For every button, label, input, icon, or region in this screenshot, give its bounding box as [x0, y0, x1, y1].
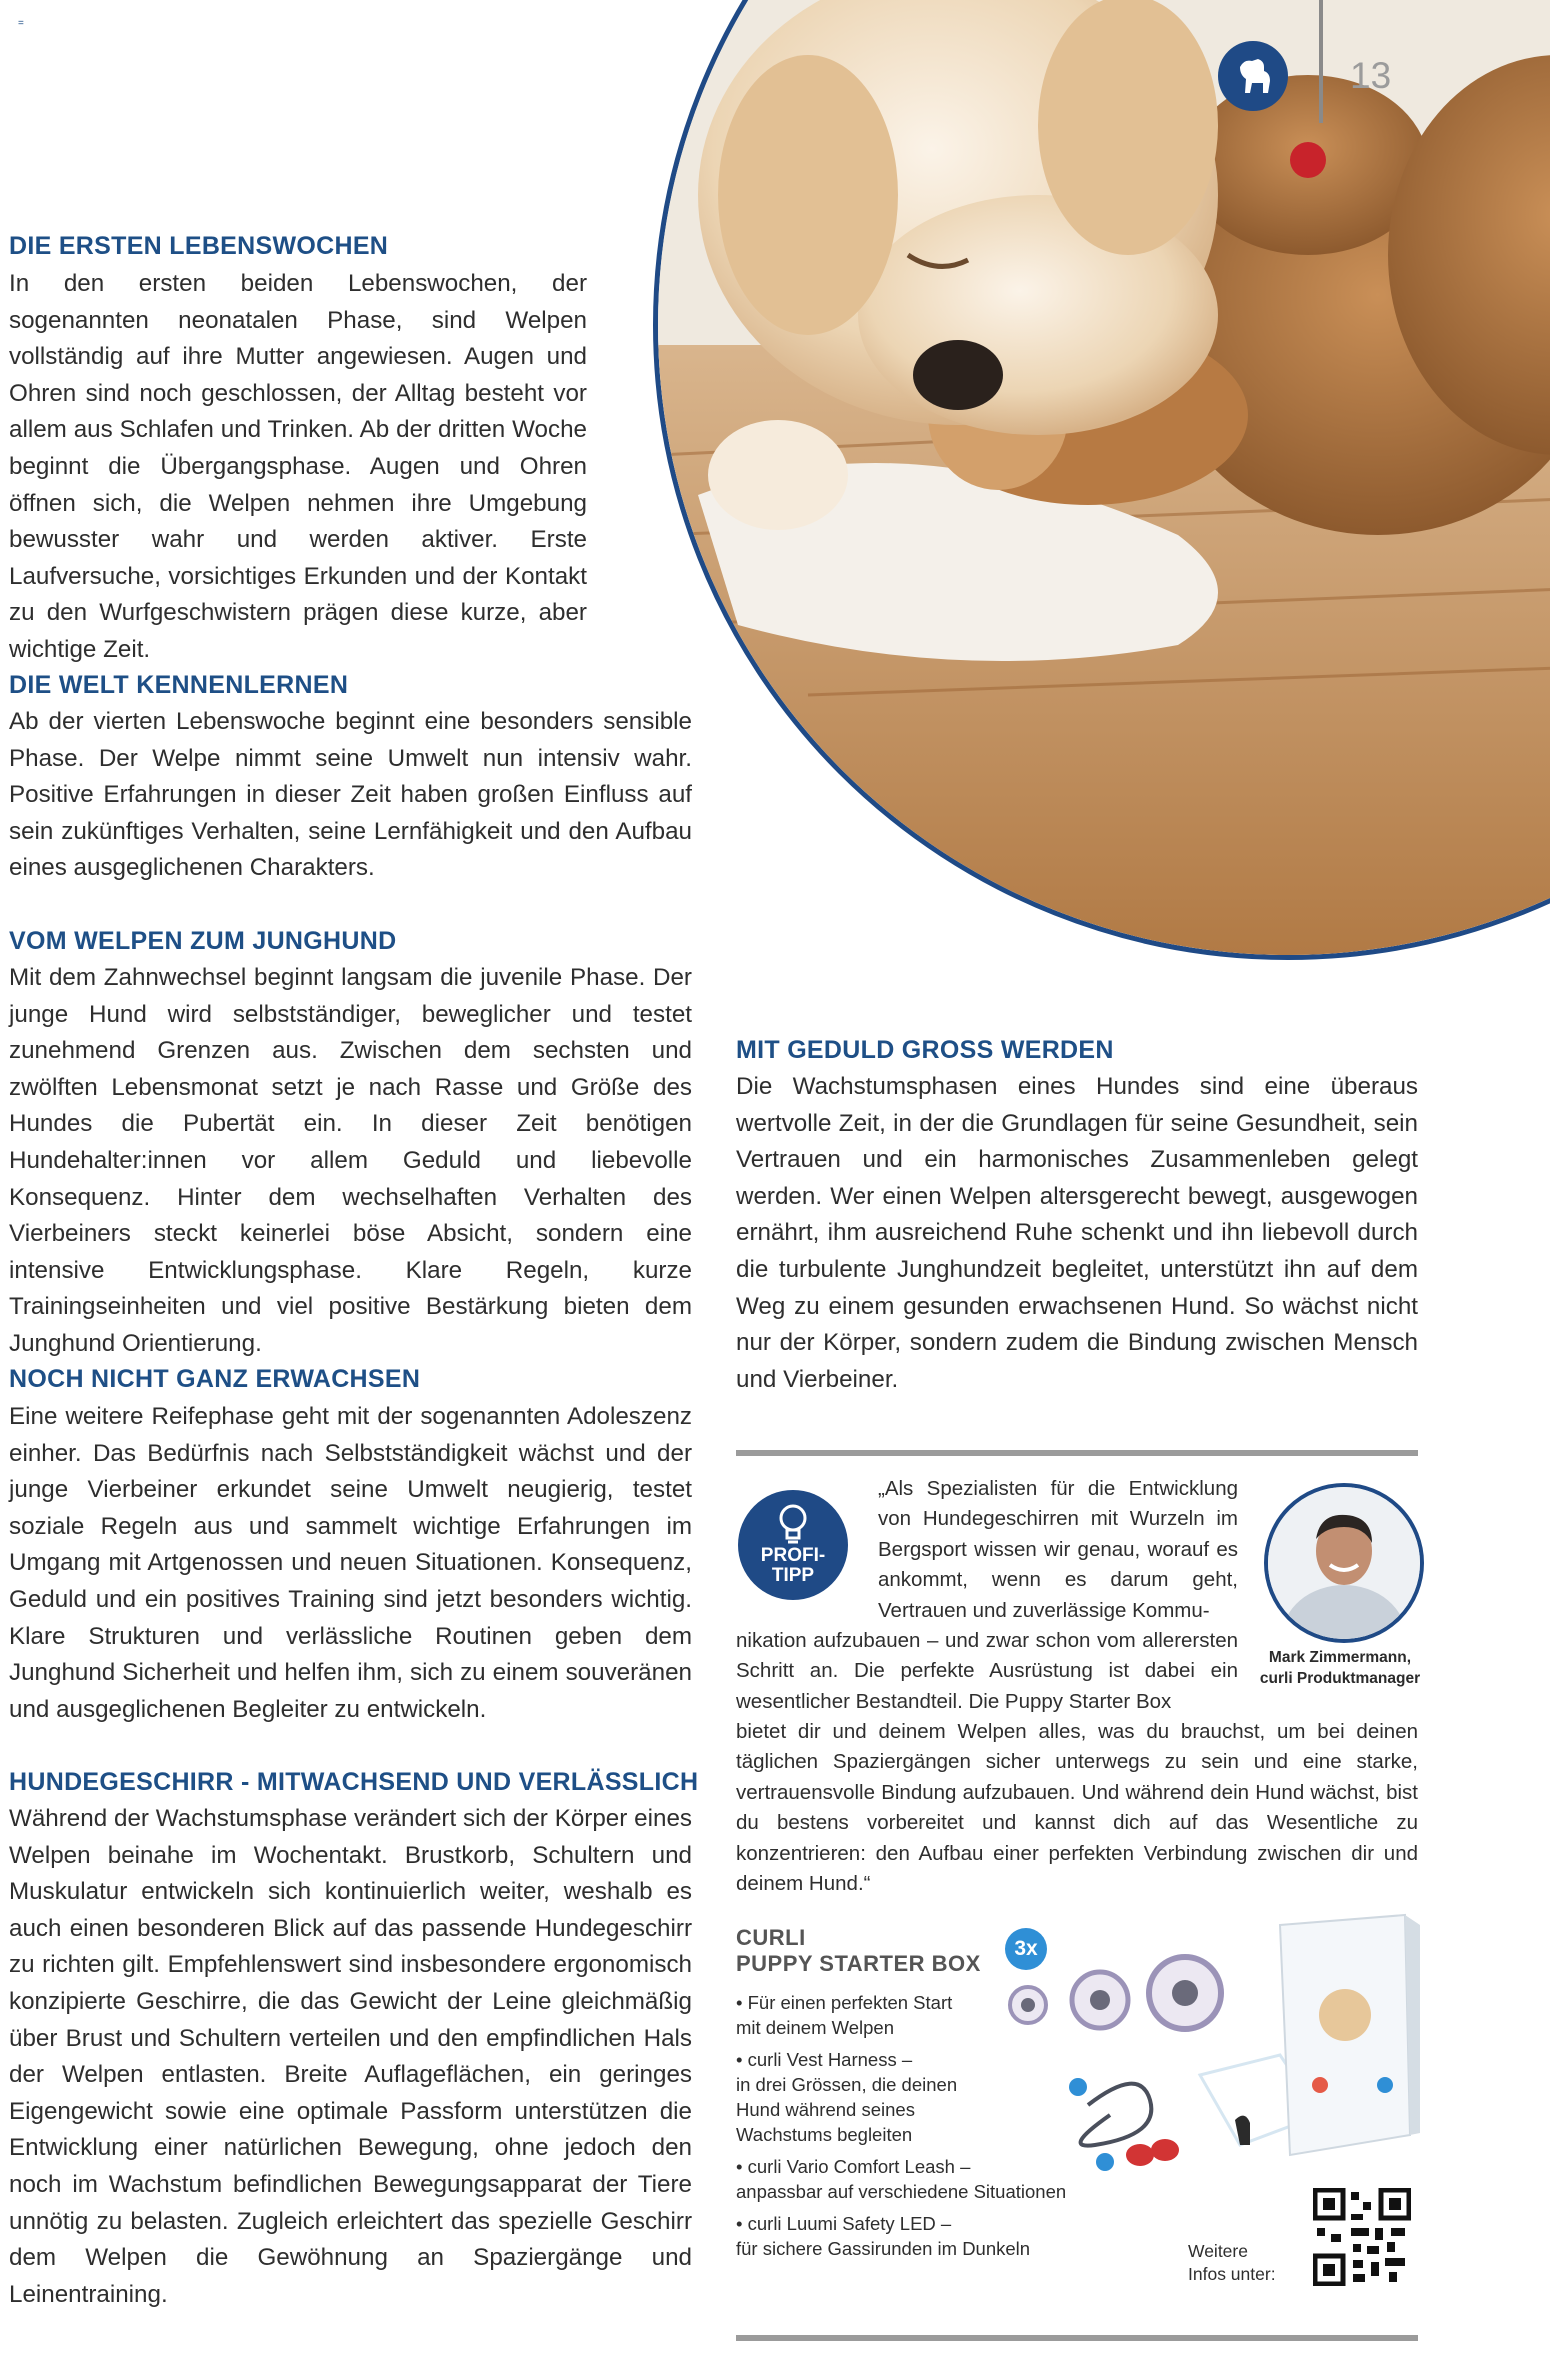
feature-item-led: • curli Luumi Safety LED – für sichere Gassirunden im Dunkeln [736, 2213, 1031, 2259]
starter-box-illustration [1000, 1905, 1420, 2235]
section-text-adolescence: Eine weitere Reifephase geht mit der sogenannten Adoleszenz einher. Das Bedürfnis nach Selbstständigkeit wächst und der junge Vierbeiner erkundet seine Umwelt neugierig, testet soziale Regeln aus und sammelt wichtige Erfahrungen im Umgang mit Artgenossen und neuen Situationen. Konsequenz, Geduld und ein positives Training sind jetzt besonders wichtig. Klare Strukturen und verlässliche Routinen geben dem Junghund Sicherheit und helfen ihm, sich zu einem souveränen und ausgeglichenen Begleiter zu entwickeln. [9, 1403, 692, 1723]
harness-medium-icon [1072, 1972, 1128, 2028]
author-name: Mark Zimmermann, [1268, 1649, 1412, 1666]
product-title [736, 1925, 981, 1977]
section-text-growing-up-patiently: Die Wachstumsphasen eines Hundes sind eine überaus wertvolle Zeit, in der die Grundlagen für seine Gesundheit, sein Vertrauen und ein harmonisches Zusammenleben gelegt werden. Wer einen Welpen altersgerecht bewegt, ausgewogen ernährt, ihm ausreichend Ruhe schenkt und ihn liebevoll durch die turbulente Junghundzeit begleitet, unterstützt ihn auf dem Weg zu einem gesunden erwachsenen Hund. So wächst nicht nur der Körper, sondern zudem die Bindung zwischen Mensch und Vierbeiner. [736, 1073, 1418, 1393]
section-text-harness: Während der Wachstumsphase verändert sich der Körper eines Welpen beinahe im Wochentakt. Brustkorb, Schultern und Muskulatur entwickeln sich kontinuierlich weiter, weshalb es auch einen besonderen Blick auf das passende Hundegeschirr zu richten gilt. Empfehlenswert sind insbesondere ergonomisch konzipierte Geschirre, die das Gewicht der Leine gleichmäßig über Brust und Schultern verteilen und den empfindlichen Hals der Welpen entlasten. Breite Auflageflächen, ein geringes Eigengewicht sowie eine optimale Passform unterstützen die Entwicklung einer natürlichen Bewegung, ohne jedoch den noch im Wachstum befindlichen Bewegungsapparat der Tiere unnötig zu belasten. Zugleich erleichtert das spezielle Geschirr dem Welpen die Gewöhnung an Spaziergänge und Leinentraining. [9, 1805, 692, 2308]
harness-large-icon [1149, 1957, 1221, 2029]
section-heading-first-weeks: DIE ERSTEN LEBENSWOCHEN [9, 232, 389, 260]
page-number: 13 [1350, 55, 1392, 96]
product-title-name: PUPPY STARTER BOX [736, 1951, 981, 1976]
lightbulb-icon [775, 1502, 811, 1546]
feature-item-harness: • curli Vest Harness – in drei Grössen, die deinen Hund während seines Wachstums begleiten [736, 2049, 958, 2145]
author-role: curli Produktmanager [1259, 1670, 1421, 1687]
page-number-divider [1319, 0, 1323, 123]
feature-item-start: • Für einen perfekten Start mit deinem Welpen [736, 1992, 953, 2038]
corner-mark: = [18, 18, 24, 29]
section-heading-puppy-to-junior: VOM WELPEN ZUM JUNGHUND [9, 927, 397, 955]
section-heading-explore-world: DIE WELT KENNENLERNEN [9, 671, 349, 699]
dog-icon [1218, 41, 1288, 111]
product-box-icon [1280, 1915, 1420, 2155]
section-text-first-weeks: In den ersten beiden Lebenswochen, der sogenannten neonatalen Phase, sind Welpen vollständig auf ihre Mutter angewiesen. Augen und Ohren sind noch geschlossen, der Alltag besteht vor allem aus Schlafen und Trinken. Ab der dritten Woche beginnt die Übergangsphase. Augen und Ohren öffnen sich, die Welpen nehmen ihre Umgebung bewusster wahr und werden aktiver. Erste Laufversuche, vorsichtiges Erkunden und der Kontakt zu den Wurfgeschwistern prägen diese kurze, aber wichtige Zeit. [9, 270, 587, 663]
section-text-puppy-to-junior: Mit dem Zahnwechsel beginnt langsam die juvenile Phase. Der junge Hund wird selbstständiger, beweglicher und testet zunehmend Grenzen aus. Zwischen dem sechsten und zwölften Lebensmonat setzt je nach Rasse und Größe des Hundes die Pubertät ein. In dieser Zeit benötigen Hundehalter:innen vor allem Geduld und liebevolle Konsequenz. Hinter dem wechselhaften Verhalten des Vierbeiners steckt keinerlei böse Absicht, sondern eine intensive Entwicklungsphase. Klare Regeln, kurze Trainingseinheiten und viel positive Bestärkung bieten dem Junghund Orientierung. [9, 964, 692, 1357]
puppy-photo [653, 0, 1550, 960]
quantity-3x-badge: 3x [1005, 1928, 1047, 1970]
leash-icon [1069, 2078, 1151, 2146]
section-heading-adolescence: NOCH NICHT GANZ ERWACHSEN [9, 1365, 421, 1393]
tip-quote-part1: „Als Spezialisten für die Entwicklung von Hundegeschirren mit Wurzeln im Bergsport wissen wir genau, worauf es ankommt, wenn es darum geht, Vertrauen und zuverlässige Kommu- [878, 1477, 1238, 1622]
sleeping-puppy-illustration [658, 0, 1550, 955]
author-portrait [1264, 1483, 1424, 1643]
product-title-brand: CURLI [736, 1925, 806, 1950]
profi-tipp-label-line1: PROFI- [760, 1545, 826, 1566]
tip-bottom-rule [736, 2335, 1418, 2341]
section-text-explore-world: Ab der vierten Lebenswoche beginnt eine besonders sensible Phase. Der Welpe nimmt seine Umwelt nun intensiv wahr. Positive Erfahrungen in dieser Zeit haben großen Einfluss auf sein zukünftiges Verhalten, seine Lernfähigkeit und den Aufbau eines ausgeglichenen Charakters. [9, 708, 692, 882]
section-heading-growing-up-patiently: MIT GEDULD GROSS WERDEN [736, 1036, 1114, 1064]
tip-top-rule [736, 1450, 1418, 1456]
tip-quote-part3: bietet dir und deinem Welpen alles, was du brauchst, um bei deinen täglichen Spaziergängen sicher unterwegs zu sein und eine starke, vertrauensvolle Bindung aufzubauen. Und während dein Hund wächst, bist du bestens vorbereitet und kannst dich auf das Wesentliche zu konzentrieren: den Aufbau einer perfekten Verbindung zwischen dir und deinem Hund.“ [736, 1720, 1418, 1896]
qr-code-icon[interactable] [1313, 2188, 1411, 2286]
feature-item-leash: • curli Vario Comfort Leash – anpassbar auf verschiedene Situationen [736, 2156, 1067, 2202]
section-heading-harness: HUNDEGESCHIRR - MITWACHSEND UND VERLÄSSLICH [9, 1768, 699, 1796]
profi-tipp-badge [738, 1490, 848, 1600]
tip-quote-part2: nikation aufzubauen – und zwar schon vom allerersten Schritt an. Die perfekte Ausrüstung ist dabei ein wesentlicher Bestandteil. Die Puppy Starter Box [736, 1629, 1238, 1713]
harness-small-icon [1010, 1987, 1046, 2023]
more-info-label: Weitere Infos unter: [1188, 2241, 1276, 2284]
profi-tipp-label-line2: TIPP [771, 1565, 815, 1586]
